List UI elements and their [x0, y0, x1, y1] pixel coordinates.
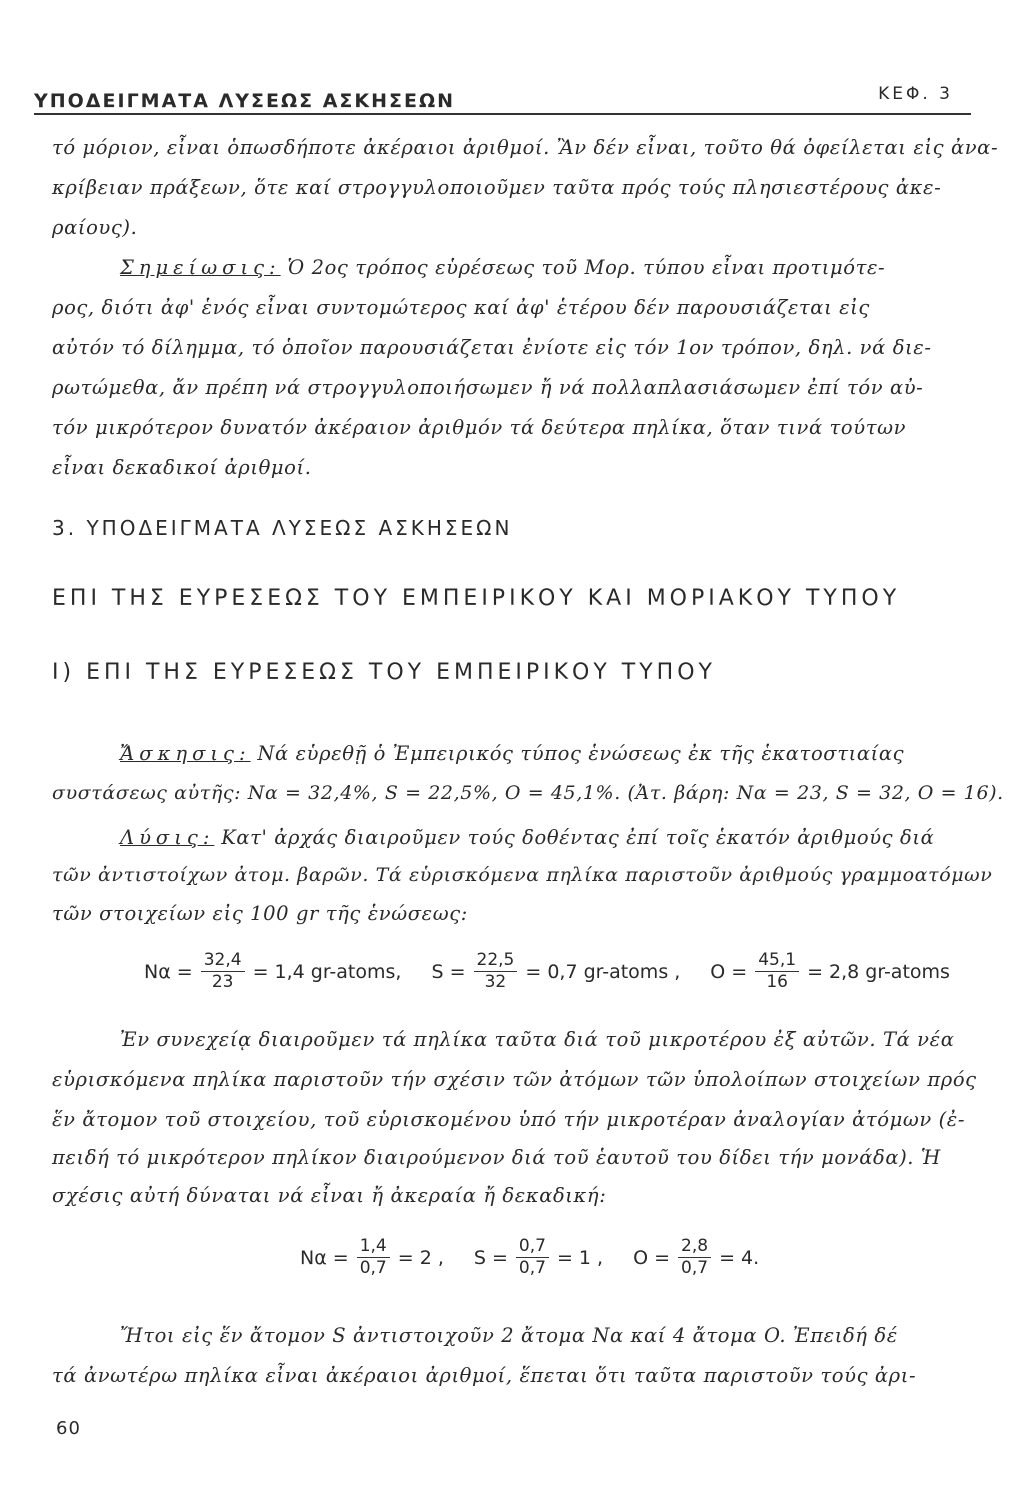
- text-line: τόν μικρότερον δυνατόν ἀκέραιον ἀριθμόν τά δεύτερα πηλίκα, ὅταν τινά τούτων: [52, 416, 907, 439]
- numerator: 22,5: [474, 950, 518, 972]
- text-line: αὐτόν τό δίλημμα, τό ὁποῖον παρουσιάζεται ἐνίοτε εἰς τόν 1ον τρόπον, δηλ. νά διε-: [52, 336, 932, 359]
- fraction: [678, 1236, 711, 1280]
- equation-atom-ratio: [296, 1236, 763, 1280]
- denominator: 0,7: [681, 1258, 709, 1279]
- note-first-line: [120, 256, 885, 279]
- text-line: πειδή τό μικρότερον πηλίκον διαιρούμενον διά τοῦ ἑαυτοῦ του δίδει τήν μονάδα). Ἡ: [52, 1146, 941, 1169]
- eq-result: = 1,4 gr-atoms,: [252, 960, 402, 983]
- eq-lhs: O =: [710, 960, 748, 983]
- numerator: 32,4: [201, 950, 245, 972]
- eq-lhs: Να =: [144, 960, 193, 983]
- eq-result: = 4.: [719, 1246, 760, 1269]
- subsection-heading: Ι) ΕΠΙ ΤΗΣ ΕΥΡΕΣΕΩΣ ΤΟΥ ΕΜΠΕΙΡΙΚΟΥ ΤΥΠΟΥ: [52, 660, 716, 685]
- eq-lhs: S =: [473, 1246, 508, 1269]
- eq-lhs: O =: [633, 1246, 671, 1269]
- note-label: Σημείωσις:: [120, 256, 281, 279]
- header-rule: [34, 113, 971, 115]
- fraction: [516, 1236, 549, 1280]
- numerator: 2,8: [678, 1236, 711, 1258]
- text-line: ρος, διότι ἀφ' ἑνός εἶναι συντομώτερος καί ἀφ' ἑτέρου δέν παρουσιάζεται εἰς: [52, 296, 870, 319]
- text-line: ραίους).: [52, 216, 138, 239]
- text-line: τῶν ἀντιστοίχων ἀτομ. βαρῶν. Τά εὑρισκόμενα πηλίκα παριστοῦν ἀριθμούς γραμμοατόμων: [52, 864, 993, 886]
- denominator: 32: [484, 972, 507, 993]
- text-span: Νά εὑρεθῇ ὁ Ἐμπειρικός τύπος ἑνώσεως ἐκ τῆς ἑκατοστιαίας: [250, 742, 905, 765]
- numerator: 1,4: [357, 1236, 390, 1258]
- denominator: 23: [211, 972, 234, 993]
- eq-result: = 0,7 gr-atoms ,: [525, 960, 681, 983]
- text-line: Ἐν συνεχείᾳ διαιροῦμεν τά πηλίκα ταῦτα διά τοῦ μικροτέρου ἐξ αὐτῶν. Τά νέα: [120, 1028, 955, 1051]
- text-line: τῶν στοιχείων εἰς 100 gr τῆς ἑνώσεως:: [52, 902, 468, 925]
- text-line: ἕν ἄτομον τοῦ στοιχείου, τοῦ εὑρισκομένου ὑπό τήν μικροτέραν ἀναλογίαν ἀτόμων (ἐ-: [52, 1108, 966, 1131]
- fraction: [755, 950, 799, 994]
- fraction: [357, 1236, 390, 1280]
- solution-first-line: [120, 826, 934, 849]
- equation-grams-to-atoms: [140, 950, 954, 994]
- text-span: Ὁ 2ος τρόπος εὑρέσεως τοῦ Μορ. τύπου εἶναι προτιμότε-: [280, 256, 886, 279]
- running-header-title: ΥΠΟΔΕΙΓΜΑΤΑ ΛΥΣΕΩΣ ΑΣΚΗΣΕΩΝ: [34, 90, 456, 112]
- fraction: [201, 950, 245, 994]
- denominator: 16: [766, 972, 788, 993]
- denominator: 0,7: [359, 1258, 387, 1279]
- exercise-label: Ἄσκησις:: [120, 742, 251, 765]
- solution-label: Λύσις:: [120, 826, 215, 849]
- text-line: σχέσις αὐτή δύναται νά εἶναι ἤ ἀκεραία ἤ δεκαδική:: [52, 1184, 607, 1207]
- text-line: εὑρισκόμενα πηλίκα παριστοῦν τήν σχέσιν τῶν ἀτόμων τῶν ὑπολοίπων στοιχείων πρός: [52, 1068, 977, 1091]
- text-line: τό μόριον, εἶναι ὁπωσδήποτε ἀκέραιοι ἀριθμοί. Ἂν δέν εἶναι, τοῦτο θά ὀφείλεται εἰς ἀνα-: [52, 136, 999, 159]
- numerator: 45,1: [755, 950, 799, 972]
- exercise-first-line: [120, 742, 904, 765]
- denominator: 0,7: [518, 1258, 546, 1279]
- text-line: Ἤτοι εἰς ἕν ἄτομον S ἀντιστοιχοῦν 2 ἄτομα Να καί 4 ἄτομα O. Ἐπειδή δέ: [120, 1324, 898, 1347]
- text-line: συστάσεως αὐτῆς: Να = 32,4%, S = 22,5%, O = 45,1%. (Ἀτ. βάρη: Να = 23, S = 32, O = 16).: [52, 782, 1004, 804]
- eq-lhs: Να =: [300, 1246, 349, 1269]
- eq-result: = 2 ,: [397, 1246, 444, 1269]
- eq-result: = 2,8 gr-atoms: [807, 960, 950, 983]
- text-line: εἶναι δεκαδικοί ἀριθμοί.: [52, 456, 312, 479]
- numerator: 0,7: [516, 1236, 549, 1258]
- text-line: κρίβειαν πράξεων, ὅτε καί στρογγυλοποιοῦμεν ταῦτα πρός τούς πλησιεστέρους ἀκε-: [52, 176, 942, 199]
- text-line: ρωτώμεθα, ἄν πρέπη νά στρογγυλοποιήσωμεν ἤ νά πολλαπλασιάσωμεν ἐπί τόν αὐ-: [52, 376, 924, 399]
- text-span: Κατ' ἀρχάς διαιροῦμεν τούς δοθέντας ἐπί τοῖς ἑκατόν ἀριθμούς διά: [214, 826, 935, 849]
- section-heading: 3. ΥΠΟΔΕΙΓΜΑΤΑ ΛΥΣΕΩΣ ΑΣΚΗΣΕΩΝ: [52, 516, 513, 540]
- eq-result: = 1 ,: [556, 1246, 604, 1269]
- eq-lhs: S =: [431, 960, 466, 983]
- page-number: 60: [56, 1418, 81, 1439]
- section-subheading: ΕΠΙ ΤΗΣ ΕΥΡΕΣΕΩΣ ΤΟΥ ΕΜΠΕΙΡΙΚΟΥ ΚΑΙ ΜΟΡΙΑΚΟΥ ΤΥΠΟΥ: [52, 586, 901, 611]
- fraction: [474, 950, 518, 994]
- text-line: τά ἀνωτέρω πηλίκα εἶναι ἀκέραιοι ἀριθμοί, ἕπεται ὅτι ταῦτα παριστοῦν τούς ἀρι-: [52, 1364, 917, 1387]
- chapter-label: ΚΕΦ. 3: [878, 84, 953, 104]
